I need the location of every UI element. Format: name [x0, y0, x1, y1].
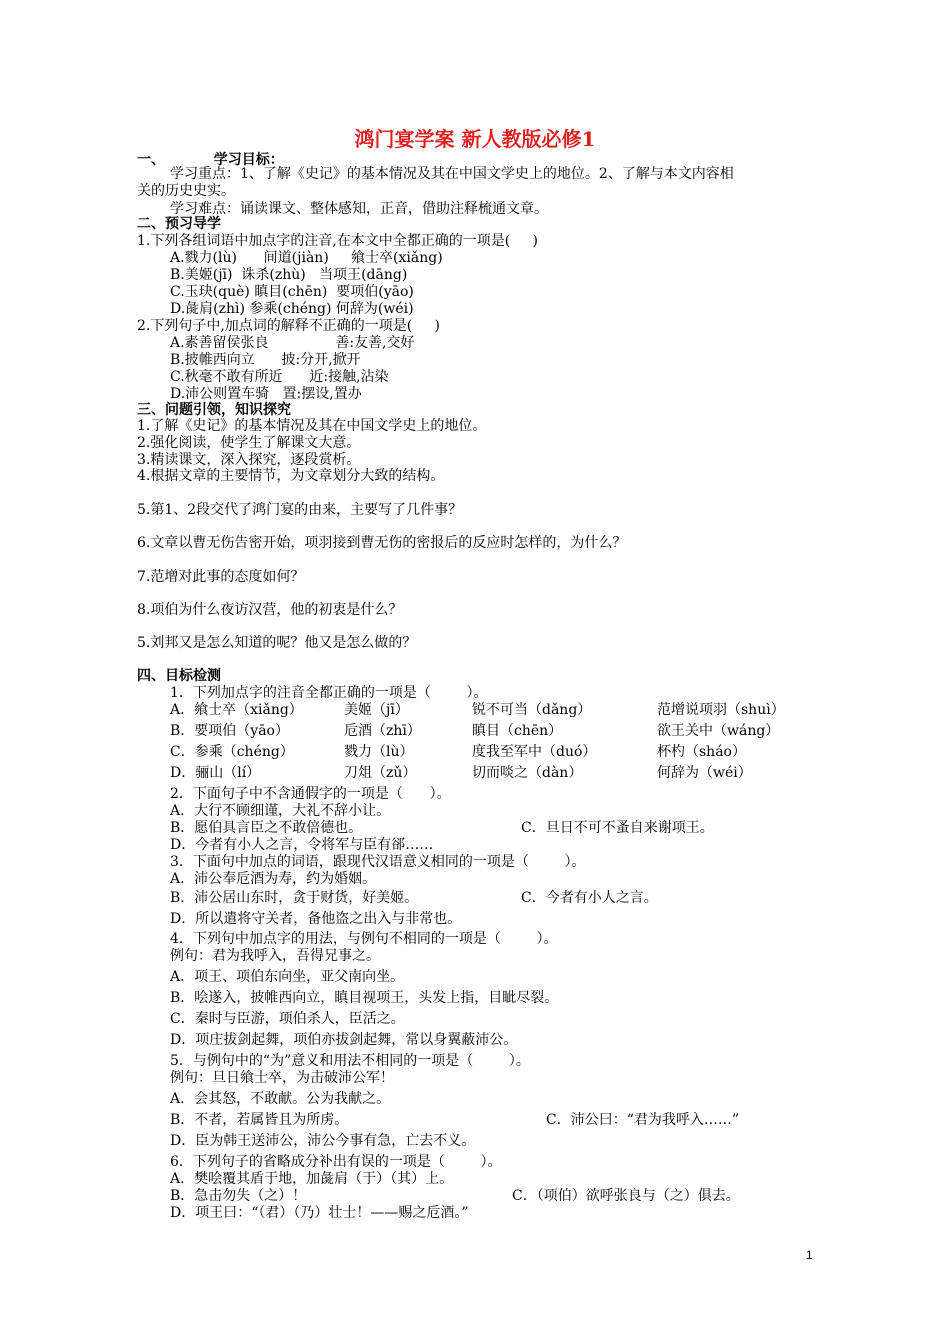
text-line: 何辞为（wéi） — [657, 765, 752, 781]
text-line: A．沛公奉卮酒为寿，约为婚姻。 — [170, 871, 377, 887]
text-line: A.戮力(lù) 间道(jiàn) 飨士卒(xiǎng) — [170, 250, 443, 266]
text-line: 2.下列句子中,加点词的解释不正确的一项是( ) — [137, 318, 440, 334]
text-line: B.披帷西向立 披:分开,掀开 — [170, 352, 361, 368]
text-line: 度我至军中（duó） — [472, 744, 597, 760]
text-line: C．旦日不可不蚤自来谢项王。 — [521, 820, 714, 836]
text-line: D．项王曰：“（君）（乃）壮士！——赐之卮酒。” — [170, 1205, 469, 1221]
text-line: B．急击勿失（之）！ — [170, 1188, 307, 1204]
text-line: 5．与例句中的“为”意义和用法不相同的一项是（ ）。 — [170, 1053, 530, 1069]
text-line: 8.项伯为什么夜访汉营，他的初衷是什么？ — [137, 602, 403, 618]
text-line: C．（项伯）欲呼张良与（之）俱去。 — [512, 1188, 740, 1204]
text-line: D．所以遣将守关者，备他盗之出入与非常也。 — [170, 911, 462, 927]
text-line: B．愿伯具言臣之不敢倍德也。 — [170, 820, 363, 836]
text-line: D.沛公则置车骑 置:摆设,置办 — [170, 386, 362, 402]
text-line: 学习重点：1、了解《史记》的基本情况及其在中国文学史上的地位。2、了解与本文内容相 — [170, 166, 734, 182]
text-line: 刀俎（zǔ） — [344, 765, 417, 781]
text-line: A．会其怒，不敢献。公为我献之。 — [170, 1091, 391, 1107]
text-line: 5.第1、2段交代了鸿门宴的由来，主要写了几件事？ — [137, 502, 463, 518]
text-line: 例句：旦日飨士卒，为击破沛公军！ — [170, 1070, 394, 1086]
text-line: B．不者，若属皆且为所虏。 — [170, 1112, 349, 1128]
text-line: 杯杓（sháo） — [657, 744, 746, 760]
page-number: 1 — [806, 1248, 813, 1262]
text-line: C．秦时与臣游，项伯杀人，臣活之。 — [170, 1011, 405, 1027]
text-line: 3.精读课文，深入探究，逐段赏析。 — [137, 452, 361, 468]
text-line: 2.强化阅读，使学生了解课文大意。 — [137, 435, 361, 451]
text-line: B．沛公居山东时，贪于财货，好美姬。 — [170, 890, 419, 906]
text-line: B．哙遂入，披帷西向立，瞋目视项王，头发上指，目眦尽裂。 — [170, 990, 559, 1006]
text-line: 4．下列句中加点字的用法，与例句不相同的一项是（ ）。 — [170, 931, 558, 947]
text-line: 欲王关中（wáng） — [657, 723, 780, 739]
text-line: A．大行不顾细谨，大礼不辞小让。 — [170, 803, 391, 819]
text-line: 1．下列加点字的注音全都正确的一项是（ ）。 — [170, 685, 488, 701]
text-line: C．沛公曰：“君为我呼入……” — [546, 1112, 740, 1128]
document-title: 鸿门宴学案 新人教版必修1 — [354, 127, 596, 151]
text-line: D.彘肩(zhì) 参乘(chéng) 何辞为(wéi) — [170, 301, 414, 317]
text-line: D．臣为韩王送沛公，沛公今事有急，亡去不义。 — [170, 1133, 476, 1149]
text-line: 6.文章以曹无伤告密开始，项羽接到曹无伤的密报后的反应时怎样的，为什么？ — [137, 535, 627, 551]
text-line: 1.了解《史记》的基本情况及其在中国文学史上的地位。 — [137, 418, 487, 434]
text-line: 切而啖之（dàn） — [472, 765, 583, 781]
text-line: 四、目标检测 — [137, 668, 221, 684]
text-line: B.美姬(jī) 诛杀(zhù) 当项王(dāng) — [170, 267, 408, 283]
text-line: D．项庄拔剑起舞，项伯亦拔剑起舞，常以身翼蔽沛公。 — [170, 1032, 518, 1048]
text-line: 范增说项羽（shuì） — [657, 702, 785, 718]
text-line: 1.下列各组词语中加点字的注音,在本文中全都正确的一项是( ) — [137, 233, 538, 249]
text-line: C.秋毫不敢有所近 近:接触,沾染 — [170, 369, 389, 385]
text-line: 学习难点：诵读课文、整体感知，正音，借助注释梳通文章。 — [170, 201, 548, 217]
text-line: 7.范增对此事的态度如何？ — [137, 569, 305, 585]
text-line: 卮酒（zhī） — [344, 723, 421, 739]
text-line: 4.根据文章的主要情节，为文章划分大致的结构。 — [137, 468, 445, 484]
text-line: 3．下面句中加点的词语，跟现代汉语意义相同的一项是（ ）。 — [170, 854, 586, 870]
text-line: 三、问题引领，知识探究 — [137, 402, 291, 418]
text-line: A．樊哙覆其盾于地，加彘肩（于）（其）上。 — [170, 1171, 454, 1187]
text-line: D．骊山（lí） — [170, 765, 261, 781]
text-line: B．要项伯（yāo） — [170, 723, 289, 739]
text-line: A．飨士卒（xiǎng） — [170, 702, 303, 718]
text-line: 瞋目（chēn） — [472, 723, 563, 739]
text-line: A.素善留侯张良 善:友善,交好 — [170, 335, 415, 351]
text-line: 戮力（lù） — [344, 744, 414, 760]
text-line: 关的历史史实。 — [137, 183, 235, 199]
text-line: C．今者有小人之言。 — [521, 890, 658, 906]
text-line: C.玉玦(què) 瞋目(chēn) 要项伯(yāo) — [170, 284, 414, 300]
text-line: 二、预习导学 — [137, 216, 221, 232]
text-line: 一、 学习目标： — [137, 152, 284, 168]
text-line: C．参乘（chéng） — [170, 744, 294, 760]
text-line: A．项王、项伯东向坐，亚父南向坐。 — [170, 969, 405, 985]
text-line: 锐不可当（dǎng） — [472, 702, 592, 718]
text-line: 例句：君为我呼入，吾得兄事之。 — [170, 948, 380, 964]
text-line: 6．下列句子的省略成分补出有误的一项是（ ）。 — [170, 1154, 502, 1170]
text-line: 美姬（jī） — [344, 702, 409, 718]
text-line: 5.刘邦又是怎么知道的呢？他又是怎么做的？ — [137, 635, 417, 651]
text-line: D．今者有小人之言，令将军与臣有郤…… — [170, 837, 434, 853]
text-line: 2．下面句子中不含通假字的一项是（ ）。 — [170, 786, 451, 802]
